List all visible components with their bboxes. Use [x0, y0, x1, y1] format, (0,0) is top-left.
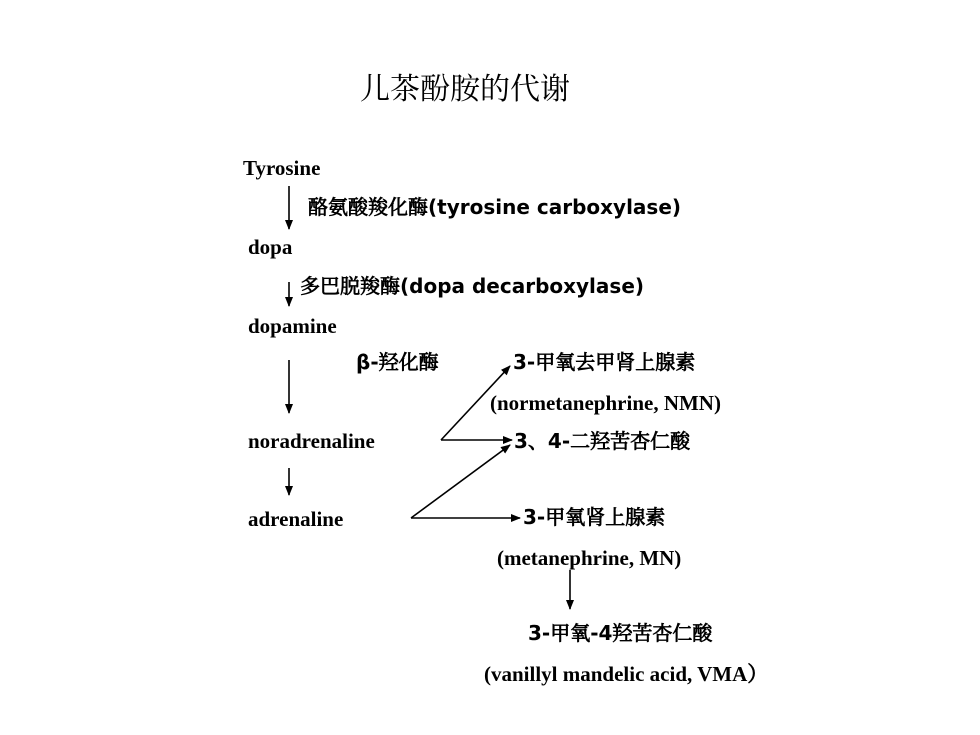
enzyme-tyrosine-carboxylase: 酪氨酸羧化酶(tyrosine carboxylase) — [308, 195, 682, 219]
node-dopamine: dopamine — [248, 314, 337, 338]
node-nmn-en: (normetanephrine, NMN) — [490, 391, 721, 415]
node-tyrosine: Tyrosine — [243, 156, 321, 180]
page-title: 儿茶酚胺的代谢 — [360, 72, 570, 107]
node-mn-zh: 3-甲氧肾上腺素 — [523, 505, 666, 529]
node-vma-en: (vanillyl mandelic acid, VMA） — [484, 662, 769, 686]
node-nmn-zh: 3-甲氧去甲肾上腺素 — [513, 350, 696, 374]
arrow-noradrenaline-to-nmn — [441, 366, 510, 440]
node-dopa: dopa — [248, 235, 293, 259]
enzyme-beta-hydroxylase: β-羟化酶 — [356, 350, 439, 374]
node-adrenaline: adrenaline — [248, 507, 344, 531]
node-mn-en: (metanephrine, MN) — [497, 546, 682, 570]
node-vma-zh: 3-甲氧-4羟苦杏仁酸 — [528, 621, 713, 645]
enzyme-dopa-decarboxylase: 多巴脱羧酶(dopa decarboxylase) — [300, 274, 645, 298]
node-noradrenaline: noradrenaline — [248, 429, 375, 453]
arrow-adrenaline-to-dhma — [411, 445, 510, 518]
node-dhma-zh: 3、4-二羟苦杏仁酸 — [514, 429, 691, 453]
